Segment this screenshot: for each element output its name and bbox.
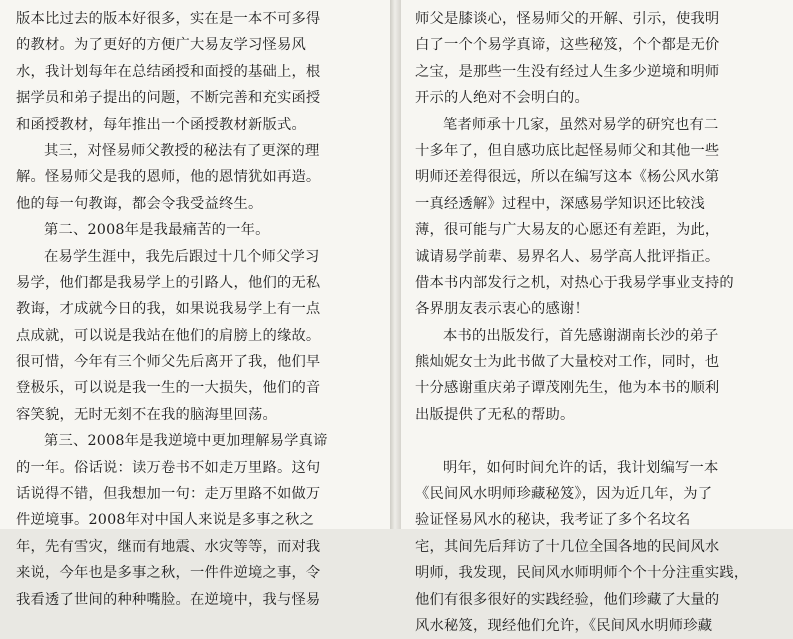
text-line: 明年，如何时间允许的话，我计划编写一本 [443, 459, 719, 476]
text-line: 借本书内部发行之机，对热心于我易学事业支持的 [415, 274, 734, 291]
text-line: 版本比过去的版本好很多，实在是一本不可多得 [16, 11, 321, 27]
text-line: 本书的出版发行，首先感谢湖南长沙的弟子 [443, 327, 719, 344]
text-line: 出版提供了无私的帮助。 [415, 406, 575, 423]
text-line: 容笑貌，无时无刻不在我的脑海里回荡。 [16, 406, 277, 423]
book-gutter [390, 0, 401, 529]
text-line: 之宝，是那些一生没有经过人生多少逆境和明师 [415, 63, 720, 80]
text-line: 第二、2008年是我最痛苦的一年。 [44, 222, 270, 239]
text-line: 十分感谢重庆弟子谭茂刚先生，他为本书的顺利 [415, 380, 720, 397]
left-page [0, 0, 390, 608]
text-line: 在易学生涯中，我先后跟过十几个师父学习 [44, 248, 320, 265]
right-page [401, 0, 793, 634]
text-line: 我看透了世间的种种嘴脸。在逆境中，我与怪易 [16, 591, 321, 608]
right-text-column [415, 6, 783, 639]
text-line: 点成就，可以说是我站在他们的肩膀上的缘故。 [16, 327, 321, 344]
text-line: 据学员和弟子提出的问题，不断完善和充实函授 [16, 90, 321, 107]
text-line: 年，先有雪灾，继而有地震、水灾等等，而对我 [16, 538, 321, 555]
text-line: 明师，我发现，民间风水师明师个个十分注重实践， [415, 565, 749, 582]
text-line: 件逆境事。2008年对中国人来说是多事之秋之 [16, 512, 315, 529]
text-line: 师父是膝谈心，怪易师父的开解、引示，使我明 [415, 11, 720, 27]
text-line: 《民间风水明师珍藏秘笈》，因为近几年，为了 [415, 486, 713, 503]
left-text-column [16, 6, 378, 613]
text-line: 熊灿妮女士为此书做了大量校对工作，同时，也 [415, 354, 720, 371]
text-line [415, 428, 783, 454]
text-line: 的一年。俗话说：读万卷书不如走万里路。这句 [16, 459, 321, 476]
text-line: 宅，其间先后拜访了十几位全国各地的民间风水 [415, 538, 720, 555]
text-line: 薄，很可能与广大易友的心愿还有差距，为此， [415, 222, 720, 239]
text-line: 验证怪易风水的秘诀，我考证了多个名坟名 [415, 512, 691, 529]
text-line: 来说，今年也是多事之秋，一件件逆境之事，令 [16, 565, 321, 582]
text-line: 其三，对怪易师父教授的秘法有了更深的理 [44, 142, 320, 159]
text-line: 一真经透解》过程中，深感易学知识还比较浅 [415, 195, 705, 212]
text-line: 白了一个个易学真谛，这些秘笈，个个都是无价 [415, 37, 720, 54]
text-line: 风水秘笈，现经他们允许，《民间风水明师珍藏 [415, 617, 713, 634]
text-line: 登极乐，可以说是我一生的一大损失，他们的音 [16, 380, 321, 397]
text-line: 开示的人绝对不会明白的。 [415, 90, 589, 107]
text-line: 话说得不错，但我想加一句：走万里路不如做万 [16, 486, 321, 503]
text-line: 的教材。为了更好的方便广大易友学习怪易风 [16, 37, 306, 54]
text-line: 笔者师承十几家，虽然对易学的研究也有二 [443, 116, 719, 133]
text-line: 诚请易学前辈、易界名人、易学高人批评指正。 [415, 248, 720, 265]
text-line: 各界朋友表示衷心的感谢！ [415, 301, 589, 318]
text-line: 明师还差得很远，所以在编写这本《杨公风水第 [415, 169, 720, 186]
text-line: 第三、2008年是我逆境中更加理解易学真谛 [44, 433, 328, 450]
text-line: 很可惜，今年有三个师父先后离开了我，他们早 [16, 354, 321, 371]
text-line: 易学，他们都是我易学上的引路人，他们的无私 [16, 274, 321, 291]
text-line: 水，我计划每年在总结函授和面授的基础上，根 [16, 63, 321, 80]
text-line: 解。怪易师父是我的恩师，他的恩情犹如再造。 [16, 169, 321, 186]
text-line: 和函授教材，每年推出一个函授教材新版式。 [16, 116, 306, 133]
text-line: 教诲，才成就今日的我，如果说我易学上有一点 [16, 301, 321, 318]
text-line: 他的每一句教诲，都会令我受益终生。 [16, 195, 263, 212]
text-line: 他们有很多很好的实践经验，他们珍藏了大量的 [415, 591, 720, 608]
text-line: 十多年了，但自感功底比起怪易师父和其他一些 [415, 142, 720, 159]
